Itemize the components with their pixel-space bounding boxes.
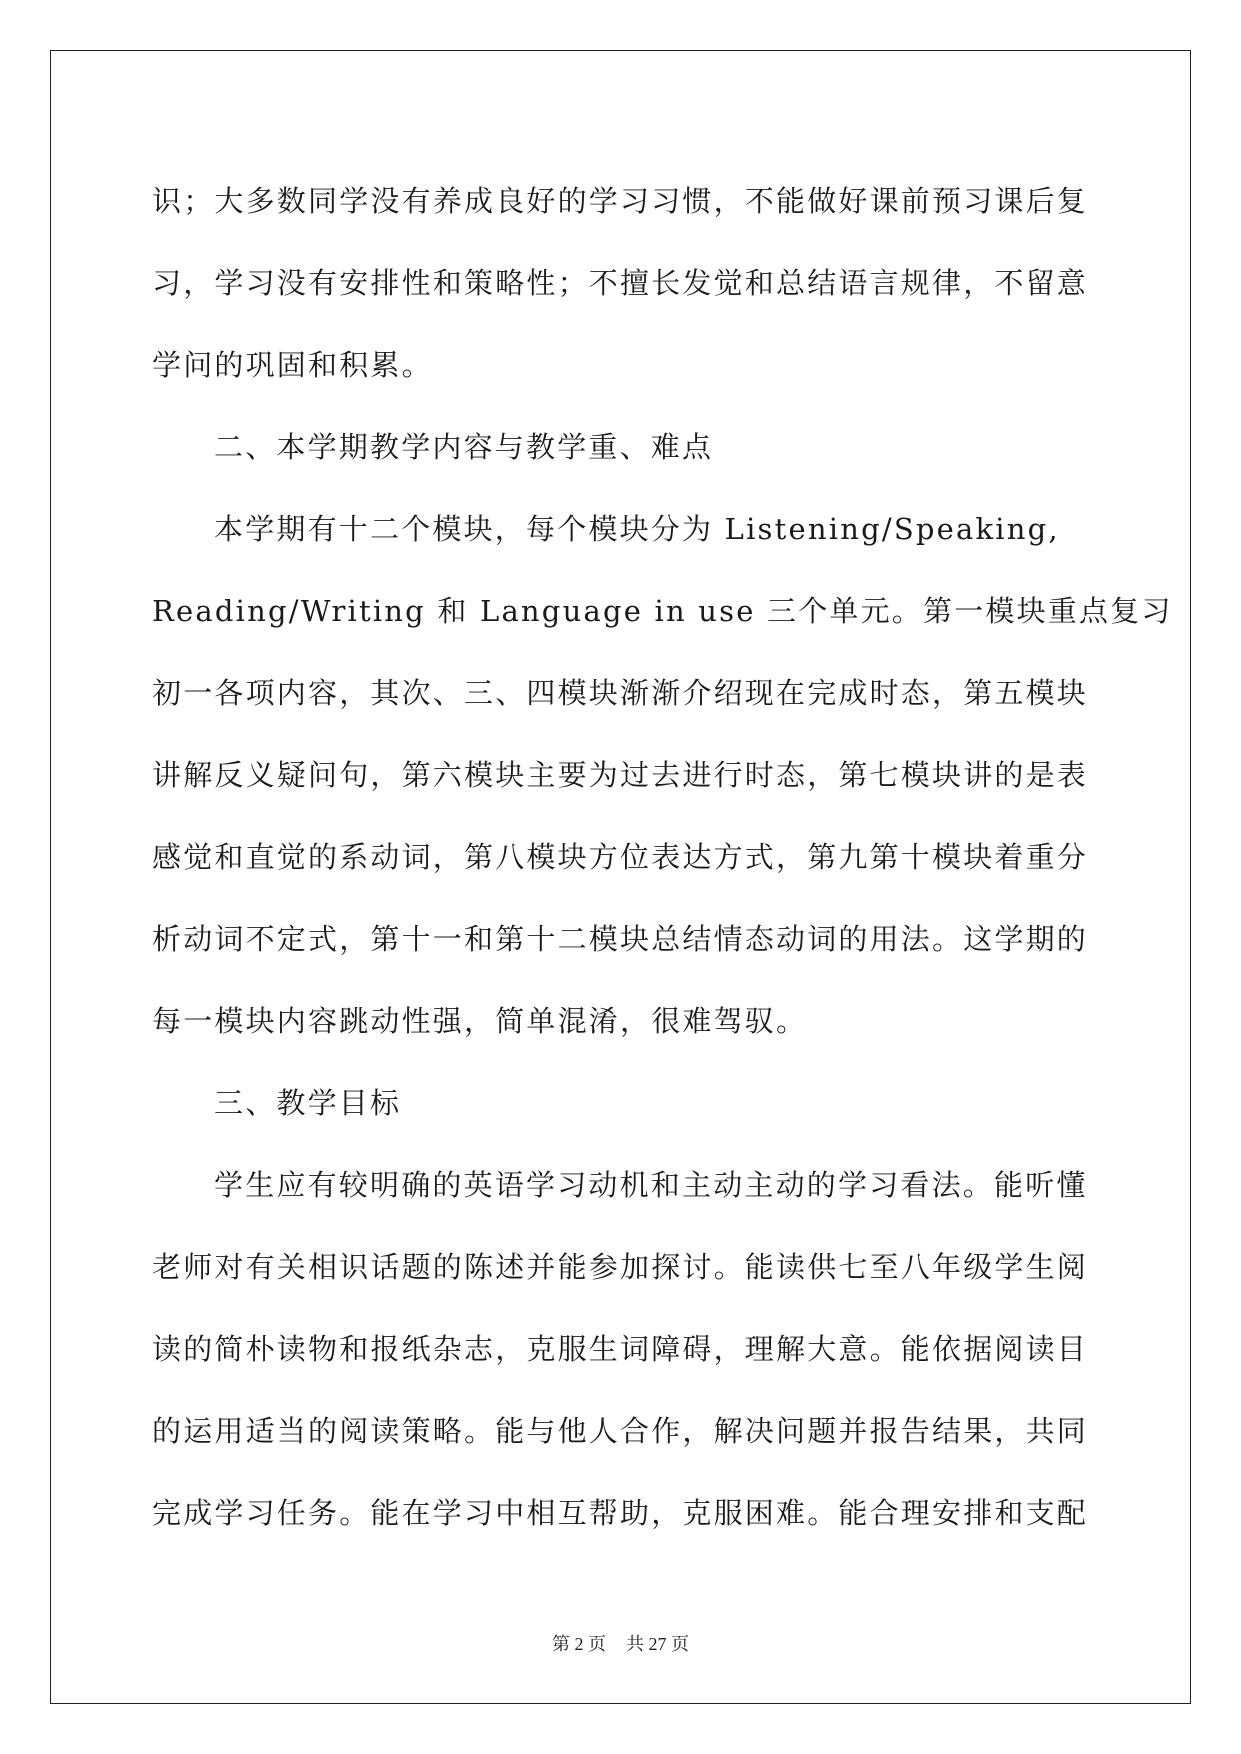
page-footer [0,1630,1241,1656]
text-line: 老师对有关相识话题的陈述并能参加探讨。能读供七至八年级学生阅 [152,1250,1089,1284]
text-line: 习，学习没有安排性和策略性；不擅长发觉和总结语言规律，不留意 [152,266,1089,300]
page-number: 第 2 页 [552,1634,606,1654]
section-heading-content [152,406,1088,488]
text-line: 感觉和直觉的系动词，第八模块方位表达方式，第九第十模块着重分 [152,840,1089,874]
section-heading-goals [152,1062,1088,1144]
paragraph-modules [152,488,1173,1062]
text-line: Reading/Writing 和 Language in use 三个单元。第一模块重点复习 [152,594,1173,628]
text-line: 学生应有较明确的英语学习动机和主动主动的学习看法。能听懂 [214,1168,1088,1202]
text-line: 识；大多数同学没有养成良好的学习习惯，不能做好课前预习课后复 [152,184,1089,218]
text-line: 每一模块内容跳动性强，简单混淆，很难驾驭。 [152,1004,808,1038]
text-line: 读的简朴读物和报纸杂志，克服生词障碍，理解大意。能依据阅读目 [152,1332,1089,1366]
text-line: 本学期有十二个模块，每个模块分为 Listening/Speaking, [214,512,1060,546]
heading-text: 二、本学期教学内容与教学重、难点 [214,430,714,464]
text-line: 的运用适当的阅读策略。能与他人合作，解决问题并报告结果，共同 [152,1414,1089,1448]
text-line: 学问的巩固和积累。 [152,348,433,382]
text-line: 讲解反义疑问句，第六模块主要为过去进行时态，第七模块讲的是表 [152,758,1089,792]
page-total: 共 27 页 [626,1634,689,1654]
paragraph-continued [152,160,1088,406]
heading-text: 三、教学目标 [214,1086,402,1120]
paragraph-goals [152,1144,1088,1554]
text-line: 析动词不定式，第十一和第十二模块总结情态动词的用法。这学期的 [152,922,1089,956]
text-line: 完成学习任务。能在学习中相互帮助，克服困难。能合理安排和支配 [152,1496,1089,1530]
document-body [152,160,1173,1554]
text-line: 初一各项内容，其次、三、四模块渐渐介绍现在完成时态，第五模块 [152,676,1089,710]
